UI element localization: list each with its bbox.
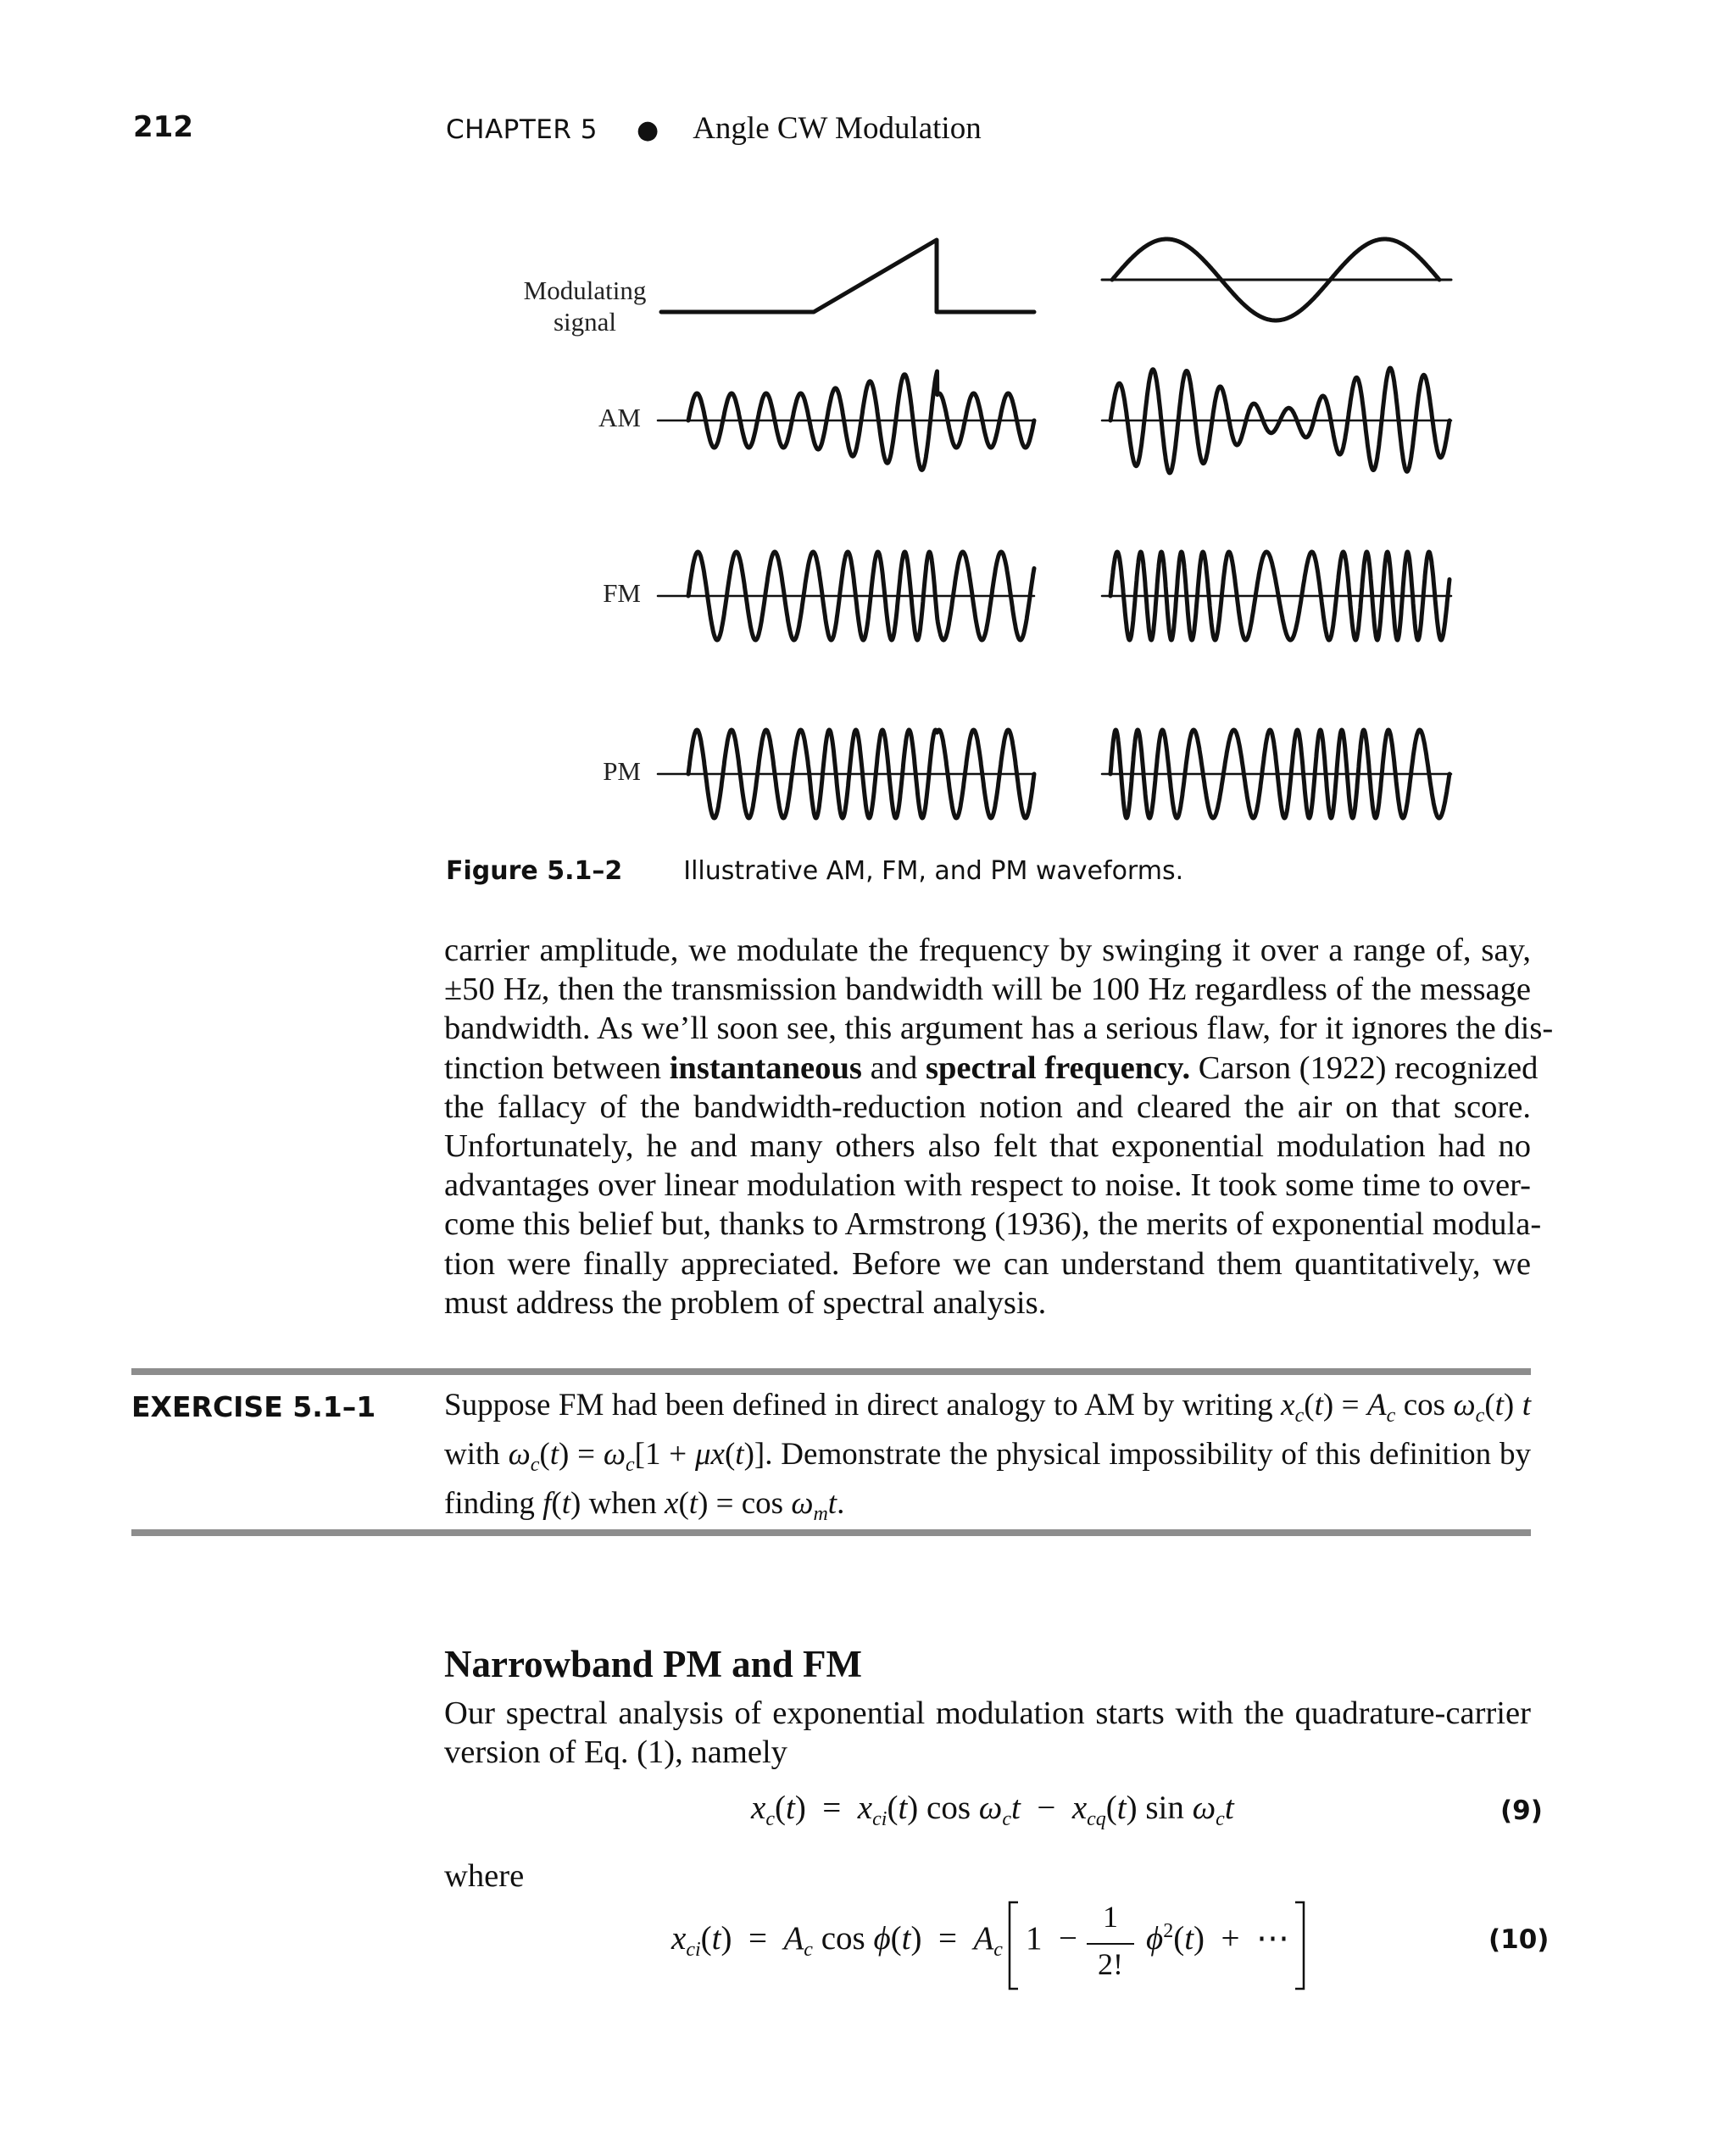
text-line: version of Eq. (1), namely	[444, 1734, 787, 1771]
equation-9-number: (9)	[1500, 1795, 1543, 1826]
am-wave-right	[1110, 368, 1449, 473]
text-line: where	[444, 1858, 525, 1894]
exercise-label: EXERCISE 5.1–1	[131, 1390, 376, 1423]
right-bracket	[1292, 1899, 1309, 1992]
label-pm: PM	[603, 756, 641, 786]
text-line: Suppose FM had been defined in direct analogy to AM by writing $x_c(t) = A_c$ $\cos \omega_c(t)$ t	[444, 1388, 1531, 1427]
text-line: come this belief but, thanks to Armstrong (1936), the merits of exponential modula-	[444, 1206, 1542, 1243]
row-labels	[524, 276, 647, 786]
am-wave-left	[688, 371, 1034, 470]
exercise-text	[444, 1386, 1531, 1534]
label-am: AM	[598, 403, 641, 432]
term-spectral-frequency: spectral frequency.	[925, 1049, 1191, 1086]
chapter-label: CHAPTER 5	[446, 114, 598, 145]
waveform-traces	[658, 239, 1451, 818]
where-text	[444, 1857, 698, 1896]
figure-caption-label: Figure 5.1–2	[446, 856, 623, 886]
text-line: must address the problem of spectral analysis.	[444, 1284, 1047, 1321]
figure-caption-text: Illustrative AM, FM, and PM waveforms.	[683, 856, 1184, 886]
page-number: 212	[133, 110, 193, 144]
section-intro	[444, 1694, 1531, 1772]
text-run: with	[444, 1437, 509, 1473]
text-line: carrier amplitude, we modulate the frequency by swinging it over a range of, say,	[444, 933, 1531, 968]
text-line: advantages over linear modulation with respect to noise. It took some time to over-	[444, 1167, 1531, 1204]
text-line: the fallacy of the bandwidth-reduction notion and cleared the air on that score.	[444, 1088, 1531, 1125]
text-line: bandwidth. As we’ll soon see, this argument has a serious flaw, for it ignores the dis-	[444, 1010, 1554, 1047]
paragraph-carrier	[444, 931, 1554, 1322]
label-modulating-2: signal	[553, 307, 617, 337]
chapter-title: Angle CW Modulation	[693, 111, 982, 146]
label-modulating-1: Modulating	[523, 276, 647, 305]
waveform-figure	[0, 0, 1736, 848]
pm-wave-left	[688, 730, 1034, 818]
text-run: when	[581, 1486, 665, 1522]
text-line: Unfortunately, he and many others also felt that exponential modulation had no	[444, 1128, 1531, 1165]
exercise-bottom-rule	[131, 1529, 1531, 1536]
modulating-ramp-wave	[661, 240, 1034, 312]
text-line: tion were finally appreciated. Before we can understand them quantitatively, we	[444, 1245, 1531, 1282]
bullet-separator: ●	[637, 115, 659, 145]
text-line: finding f(t) when $x(t) = \cos \omega_mt$.	[444, 1486, 845, 1526]
text-line: Our spectral analysis of exponential modulation starts with the quadrature-carrier	[444, 1695, 1531, 1731]
text-run: tinction between	[444, 1049, 670, 1086]
equation-10-number: (10)	[1488, 1924, 1550, 1955]
text-run: and	[861, 1049, 926, 1086]
text-line: ±50 Hz, then the transmission bandwidth will be 100 Hz regardless of the message	[444, 972, 1531, 1008]
term-instantaneous: instantaneous	[669, 1049, 862, 1086]
label-fm: FM	[603, 578, 641, 608]
text-run: . Demonstrate the physical impossibility of this definition by	[765, 1437, 1532, 1473]
figure-caption	[446, 856, 1183, 886]
equation-9: $x_c(t) = x_{ci}(t)$ $\cos \omega_ct - x_{cq}(t)$ $\sin \omega_ct$	[751, 1790, 1234, 1830]
text-run: Carson (1922) recognized	[1190, 1049, 1538, 1086]
exercise-top-rule	[131, 1368, 1531, 1375]
text-run: Suppose FM had been defined in direct analogy to AM by writing	[444, 1388, 1282, 1422]
text-run: .	[837, 1486, 845, 1522]
section-heading: Narrowband PM and FM	[444, 1643, 862, 1685]
text-run: finding	[444, 1486, 543, 1522]
text-line: with $\omega_c(t) = \omega_c[1 + \mu x(t)]$. Demonstrate the physical impossibility of this definition by	[444, 1437, 1532, 1477]
text-line	[444, 1049, 1538, 1088]
